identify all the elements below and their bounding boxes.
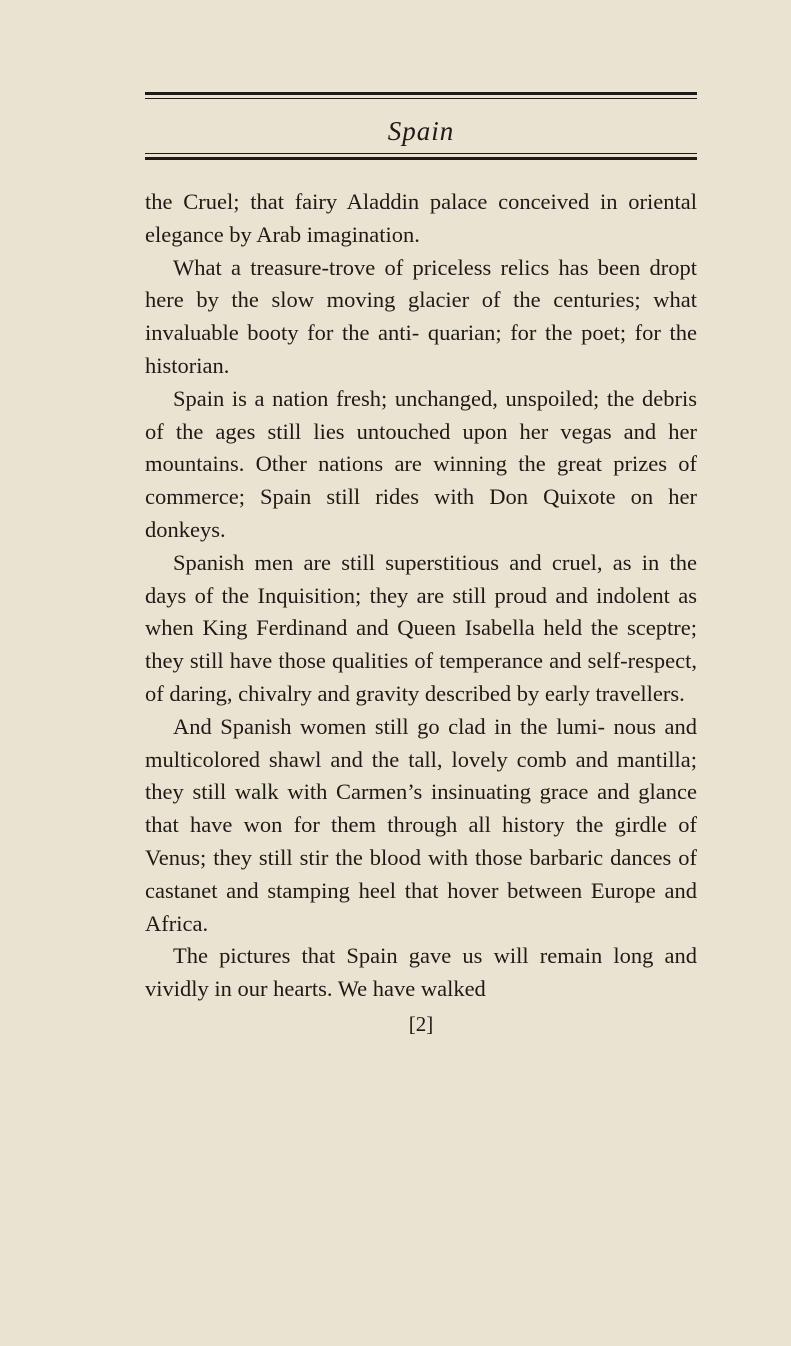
- header-rule-bottom: [145, 153, 697, 160]
- paragraph: Spain is a nation fresh; unchanged, unspoiled; the debris of the ages still lies untouched upon her vegas and her mountains. Other nations are winning the great prizes of commerce; Spain still rides with Don Quixote on her donkeys.: [145, 385, 697, 542]
- header-rule-bottom-thick: [145, 157, 697, 160]
- paragraph: Spanish men are still superstitious and cruel, as in the days of the Inquisition; they are still proud and indolent as when King Ferdinand and Queen Isabella held the sceptre; they still have those qualities of temperance and self-respect, of daring, chivalry and gravity described by early travellers.: [145, 549, 697, 706]
- paragraph: And Spanish women still go clad in the lumi- nous and multicolored shawl and the tall, lovely comb and mantilla; they still walk with Carmen’s insinuating grace and glance that have won for them through all history the girdle of Venus; they still stir the blood with those barbaric dances of castanet and stamping heel that hover between Europe and Africa.: [145, 713, 697, 936]
- running-head: Spain: [387, 116, 455, 146]
- paragraph: What a treasure-trove of priceless relics has been dropt here by the slow moving glacier of the centuries; what invaluable booty for the anti- quarian; for the poet; for the historian.: [145, 254, 697, 378]
- paragraph: The pictures that Spain gave us will remain long and vividly in our hearts. We have walked: [145, 943, 697, 1002]
- header-rule-bottom-thin: [145, 153, 697, 154]
- page-number: [2]: [408, 1011, 434, 1036]
- header-rule-top: [145, 92, 697, 99]
- body-text: [145, 186, 697, 1006]
- header-rule-top-thick: [145, 92, 697, 95]
- book-page: [145, 92, 697, 1037]
- paragraph: the Cruel; that fairy Aladdin palace conceived in oriental elegance by Arab imagination.: [145, 189, 697, 247]
